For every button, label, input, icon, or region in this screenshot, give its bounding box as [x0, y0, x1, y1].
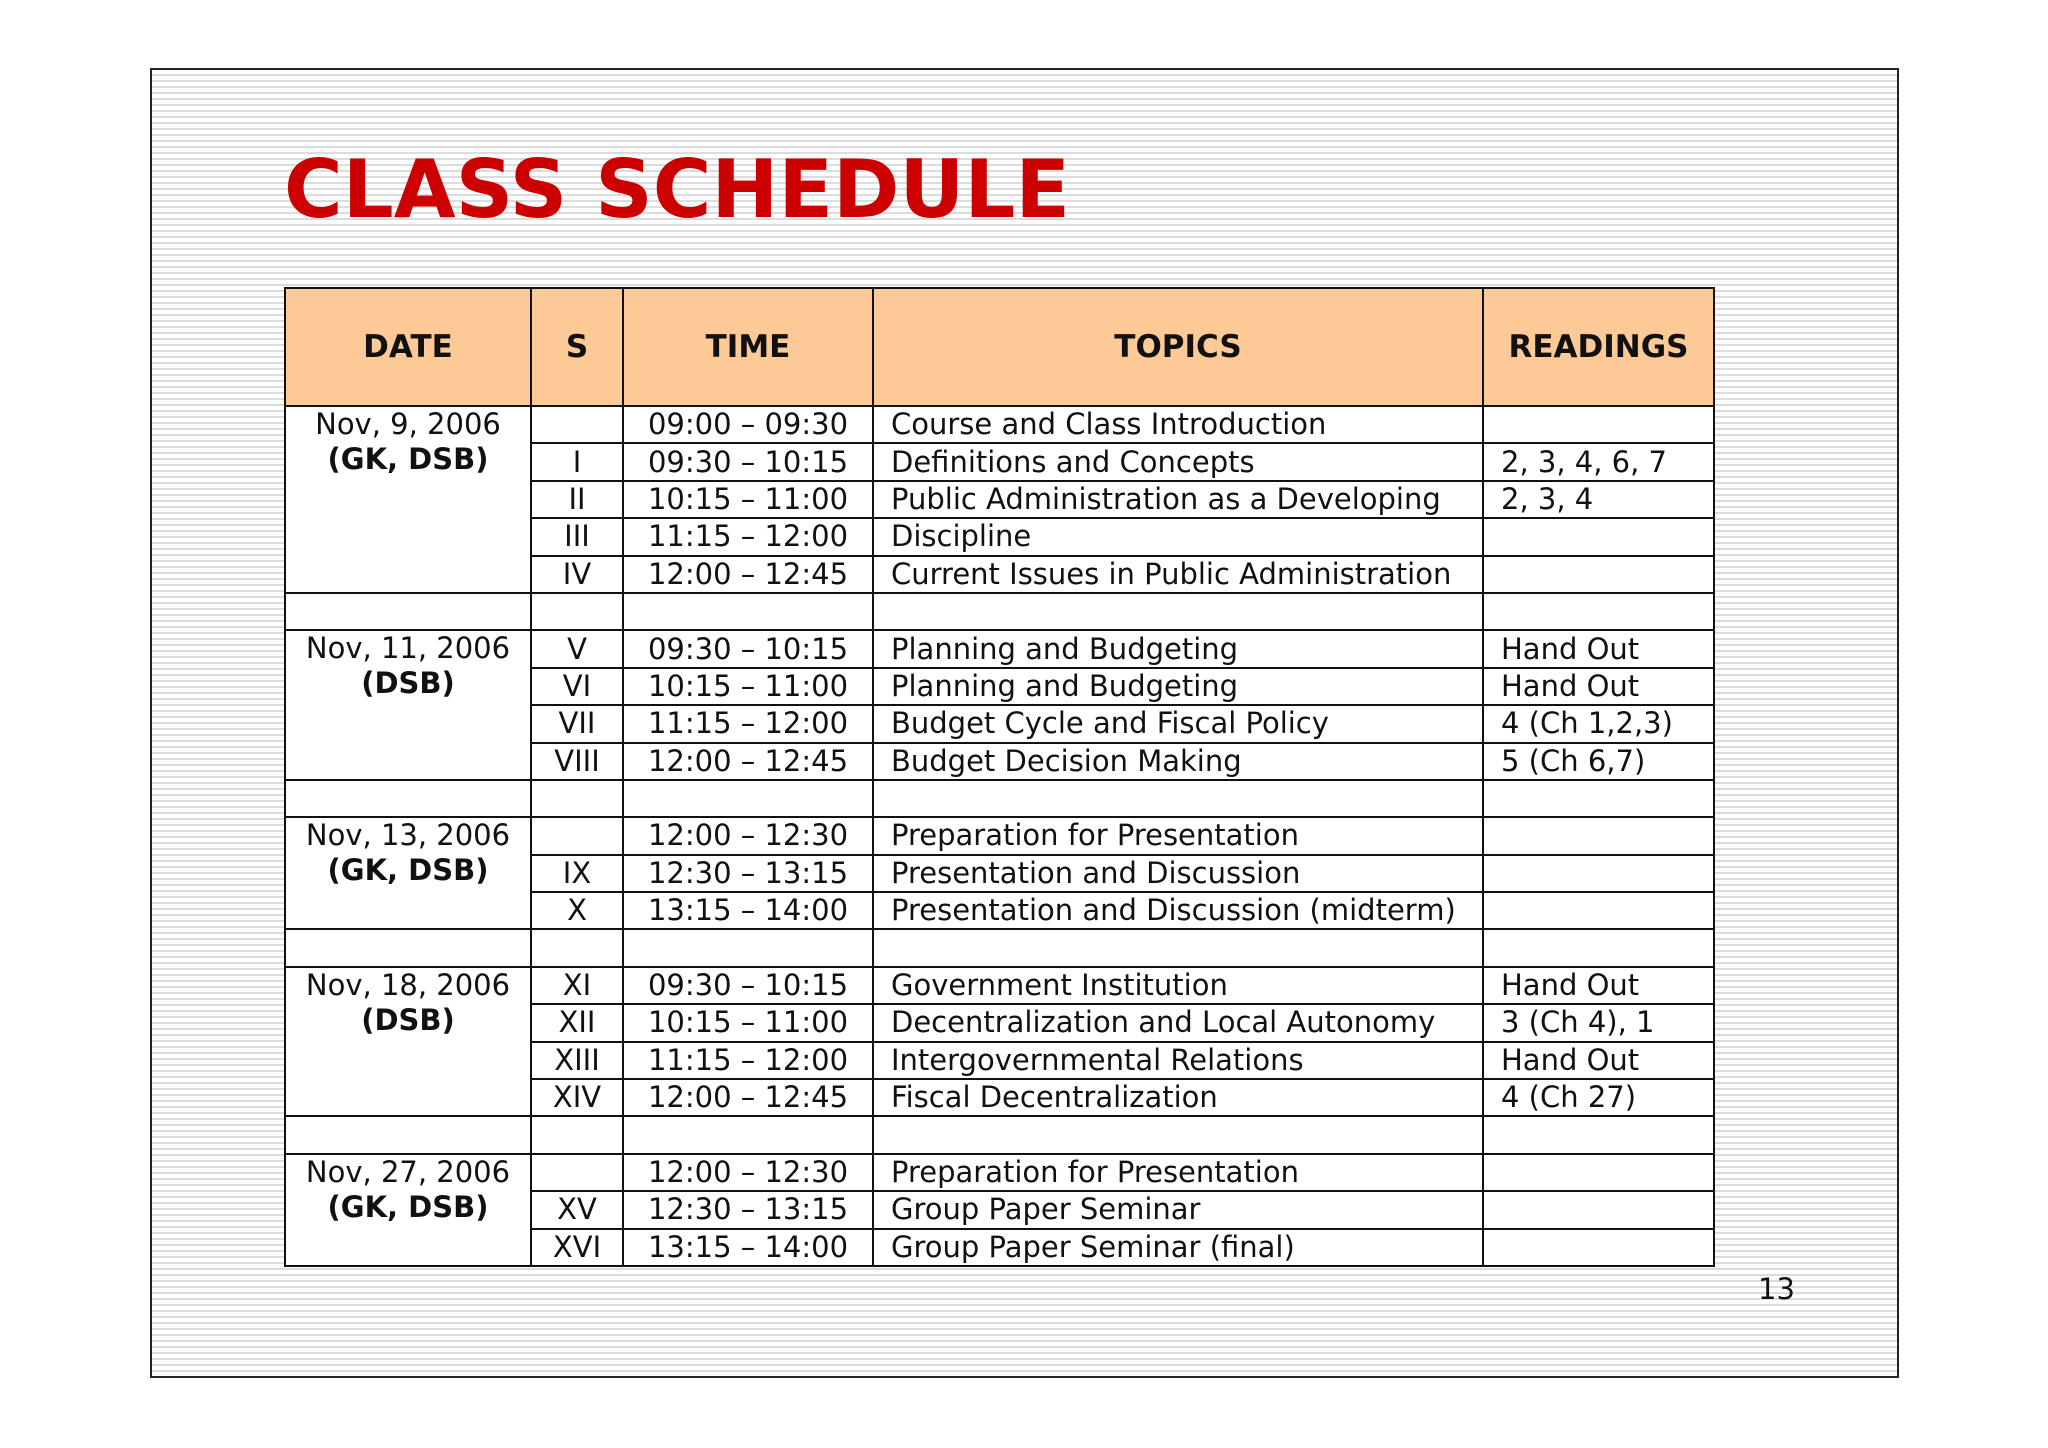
topic-cell: Group Paper Seminar — [873, 1191, 1483, 1228]
instructor-text: (GK, DSB) — [327, 853, 489, 888]
date-cell — [285, 967, 531, 1117]
page-title: CLASS SCHEDULE — [284, 143, 1071, 236]
readings-cell — [1483, 1154, 1714, 1191]
empty-cell — [531, 929, 623, 966]
readings-cell: 2, 3, 4 — [1483, 481, 1714, 518]
session-cell — [531, 406, 623, 443]
empty-cell — [873, 780, 1483, 817]
topic-cell: Planning and Budgeting — [873, 630, 1483, 667]
empty-cell — [623, 929, 873, 966]
session-cell: XVI — [531, 1229, 623, 1266]
topic-cell: Current Issues in Public Administration — [873, 556, 1483, 593]
session-cell: XIII — [531, 1042, 623, 1079]
readings-cell — [1483, 406, 1714, 443]
readings-cell: 2, 3, 4, 6, 7 — [1483, 443, 1714, 480]
header-readings: READINGS — [1483, 288, 1714, 406]
topic-cell: Group Paper Seminar (final) — [873, 1229, 1483, 1266]
topic-cell: Government Institution — [873, 967, 1483, 1004]
topic-cell: Definitions and Concepts — [873, 443, 1483, 480]
time-cell: 12:30 – 13:15 — [623, 855, 873, 892]
time-cell: 12:30 – 13:15 — [623, 1191, 873, 1228]
empty-cell — [531, 593, 623, 630]
topic-cell: Presentation and Discussion — [873, 855, 1483, 892]
header-row — [285, 288, 1714, 406]
readings-cell: 4 (Ch 1,2,3) — [1483, 705, 1714, 742]
readings-cell — [1483, 518, 1714, 555]
session-cell: XII — [531, 1004, 623, 1041]
time-cell: 10:15 – 11:00 — [623, 1004, 873, 1041]
session-cell: II — [531, 481, 623, 518]
empty-cell — [285, 593, 531, 630]
time-cell: 10:15 – 11:00 — [623, 481, 873, 518]
time-cell: 12:00 – 12:45 — [623, 743, 873, 780]
empty-cell — [285, 1116, 531, 1153]
header-date: DATE — [285, 288, 531, 406]
date-cell — [285, 817, 531, 929]
topic-cell: Course and Class Introduction — [873, 406, 1483, 443]
topic-cell: Planning and Budgeting — [873, 668, 1483, 705]
topic-cell: Budget Cycle and Fiscal Policy — [873, 705, 1483, 742]
date-text: Nov, 11, 2006 — [305, 631, 511, 666]
date-cell — [285, 630, 531, 780]
time-cell: 13:15 – 14:00 — [623, 892, 873, 929]
date-cell — [285, 406, 531, 593]
session-cell: X — [531, 892, 623, 929]
time-cell: 11:15 – 12:00 — [623, 705, 873, 742]
date-cell — [285, 1154, 531, 1266]
topic-cell: Discipline — [873, 518, 1483, 555]
empty-cell — [873, 1116, 1483, 1153]
readings-cell — [1483, 1191, 1714, 1228]
session-cell: IX — [531, 855, 623, 892]
schedule-table — [284, 287, 1715, 1267]
time-cell: 10:15 – 11:00 — [623, 668, 873, 705]
empty-cell — [285, 780, 531, 817]
readings-cell — [1483, 892, 1714, 929]
empty-cell — [1483, 1116, 1714, 1153]
empty-cell — [623, 780, 873, 817]
date-text: Nov, 9, 2006 — [315, 407, 501, 441]
empty-cell — [1483, 929, 1714, 966]
empty-cell — [531, 780, 623, 817]
header-session: S — [531, 288, 623, 406]
topic-cell: Preparation for Presentation — [873, 1154, 1483, 1191]
session-cell: XI — [531, 967, 623, 1004]
table-row — [285, 406, 1714, 443]
readings-cell: Hand Out — [1483, 1042, 1714, 1079]
empty-cell — [623, 1116, 873, 1153]
date-text: Nov, 27, 2006 — [305, 1154, 511, 1189]
time-cell: 09:30 – 10:15 — [623, 630, 873, 667]
readings-cell: 3 (Ch 4), 1 — [1483, 1004, 1714, 1041]
session-cell: XV — [531, 1191, 623, 1228]
time-cell: 09:30 – 10:15 — [623, 967, 873, 1004]
readings-cell — [1483, 855, 1714, 892]
time-cell: 11:15 – 12:00 — [623, 518, 873, 555]
session-cell: XIV — [531, 1079, 623, 1116]
instructor-text: (DSB) — [361, 666, 455, 701]
time-cell: 12:00 – 12:45 — [623, 556, 873, 593]
empty-cell — [285, 929, 531, 966]
spacer-row — [285, 780, 1714, 817]
time-cell: 09:30 – 10:15 — [623, 443, 873, 480]
spacer-row — [285, 593, 1714, 630]
time-cell: 09:00 – 09:30 — [623, 406, 873, 443]
readings-cell — [1483, 1229, 1714, 1266]
empty-cell — [1483, 593, 1714, 630]
empty-cell — [873, 593, 1483, 630]
table-row — [285, 817, 1714, 854]
time-cell: 12:00 – 12:30 — [623, 817, 873, 854]
empty-cell — [623, 593, 873, 630]
topic-cell: Public Administration as a Developing — [873, 481, 1483, 518]
instructor-text: (GK, DSB) — [327, 442, 489, 476]
instructor-text: (GK, DSB) — [327, 1189, 489, 1224]
header-topics: TOPICS — [873, 288, 1483, 406]
topic-cell: Budget Decision Making — [873, 743, 1483, 780]
table-row — [285, 1154, 1714, 1191]
empty-cell — [873, 929, 1483, 966]
readings-cell: 5 (Ch 6,7) — [1483, 743, 1714, 780]
session-cell — [531, 817, 623, 854]
table-row — [285, 967, 1714, 1004]
topic-cell: Preparation for Presentation — [873, 817, 1483, 854]
session-cell: V — [531, 630, 623, 667]
topic-cell: Fiscal Decentralization — [873, 1079, 1483, 1116]
session-cell: I — [531, 443, 623, 480]
time-cell: 11:15 – 12:00 — [623, 1042, 873, 1079]
session-cell: III — [531, 518, 623, 555]
session-cell: IV — [531, 556, 623, 593]
readings-cell: Hand Out — [1483, 668, 1714, 705]
topic-cell: Decentralization and Local Autonomy — [873, 1004, 1483, 1041]
readings-cell — [1483, 817, 1714, 854]
date-text: Nov, 18, 2006 — [305, 967, 511, 1002]
page-number: 13 — [1758, 1272, 1795, 1306]
table-row — [285, 630, 1714, 667]
time-cell: 12:00 – 12:45 — [623, 1079, 873, 1116]
topic-cell: Intergovernmental Relations — [873, 1042, 1483, 1079]
schedule-body — [285, 406, 1714, 1266]
date-text: Nov, 13, 2006 — [305, 818, 511, 853]
session-cell: VII — [531, 705, 623, 742]
time-cell: 13:15 – 14:00 — [623, 1229, 873, 1266]
topic-cell: Presentation and Discussion (midterm) — [873, 892, 1483, 929]
readings-cell: 4 (Ch 27) — [1483, 1079, 1714, 1116]
session-cell — [531, 1154, 623, 1191]
session-cell: VI — [531, 668, 623, 705]
empty-cell — [531, 1116, 623, 1153]
readings-cell: Hand Out — [1483, 967, 1714, 1004]
instructor-text: (DSB) — [361, 1002, 455, 1037]
header-time: TIME — [623, 288, 873, 406]
spacer-row — [285, 1116, 1714, 1153]
session-cell: VIII — [531, 743, 623, 780]
time-cell: 12:00 – 12:30 — [623, 1154, 873, 1191]
readings-cell — [1483, 556, 1714, 593]
spacer-row — [285, 929, 1714, 966]
readings-cell: Hand Out — [1483, 630, 1714, 667]
empty-cell — [1483, 780, 1714, 817]
